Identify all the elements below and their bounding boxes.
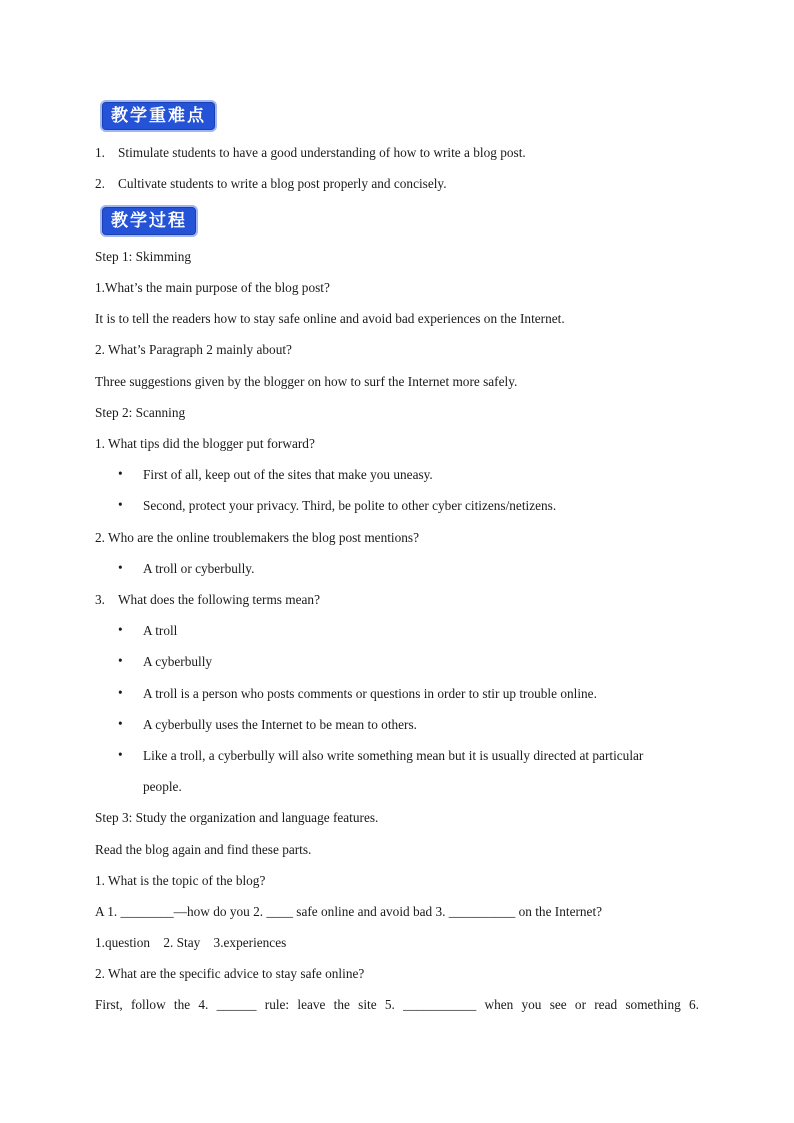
tip-item: First of all, keep out of the sites that make you uneasy. <box>143 467 433 482</box>
list-text: What does the following terms mean? <box>118 592 320 607</box>
section-badge-teaching-process: 教学过程 <box>100 205 198 237</box>
term-item: Like a troll, a cyberbully will also write something mean but it is usually directed at particular <box>143 748 644 763</box>
instruction-text: Read the blog again and find these parts. <box>95 842 312 857</box>
objective-item-1 <box>95 144 526 162</box>
step-2-heading: Step 2: Scanning <box>95 405 186 420</box>
bullet-icon: • <box>118 716 123 731</box>
list-number: 1. <box>95 145 105 160</box>
list-number: 2. <box>95 176 105 191</box>
term-item: A cyberbully uses the Internet to be mean to others. <box>143 717 417 732</box>
answer-purpose: It is to tell the readers how to stay safe online and avoid bad experiences on the Internet. <box>95 311 565 326</box>
fill-in-blank-advice: First, follow the 4. ______ rule: leave the site 5. ___________ when you see or read something 6. <box>95 997 699 1012</box>
list-number: 3. <box>95 592 105 607</box>
bullet-icon: • <box>118 497 123 512</box>
bullet-icon: • <box>118 560 123 575</box>
question-purpose: 1.What’s the main purpose of the blog post? <box>95 280 330 295</box>
question-paragraph-2: 2. What’s Paragraph 2 mainly about? <box>95 342 292 357</box>
term-item: A troll <box>143 623 178 638</box>
troublemaker-item: A troll or cyberbully. <box>143 561 255 576</box>
list-text: Stimulate students to have a good understanding of how to write a blog post. <box>118 145 526 160</box>
objective-item-2 <box>95 175 447 193</box>
answer-key: 1.question 2. Stay 3.experiences <box>95 935 287 950</box>
answer-paragraph-2: Three suggestions given by the blogger on how to surf the Internet more safely. <box>95 374 518 389</box>
question-troublemakers: 2. Who are the online troublemakers the blog post mentions? <box>95 530 419 545</box>
bullet-icon: • <box>118 653 123 668</box>
term-item-continuation: people. <box>143 779 182 794</box>
term-item: A troll is a person who posts comments or questions in order to stir up trouble online. <box>143 686 597 701</box>
question-terms <box>95 591 320 609</box>
question-advice: 2. What are the specific advice to stay safe online? <box>95 966 365 981</box>
step-3-heading: Step 3: Study the organization and language features. <box>95 810 379 825</box>
list-text: Cultivate students to write a blog post properly and concisely. <box>118 176 447 191</box>
bullet-icon: • <box>118 747 123 762</box>
bullet-icon: • <box>118 622 123 637</box>
step-1-heading: Step 1: Skimming <box>95 249 192 264</box>
tip-item: Second, protect your privacy. Third, be polite to other cyber citizens/netizens. <box>143 498 557 513</box>
fill-in-blank-topic: A 1. ________—how do you 2. ____ safe online and avoid bad 3. __________ on the Internet? <box>95 904 603 919</box>
bullet-icon: • <box>118 466 123 481</box>
question-tips: 1. What tips did the blogger put forward? <box>95 436 315 451</box>
term-item: A cyberbully <box>143 654 213 669</box>
section-badge-key-points: 教学重难点 <box>100 100 217 132</box>
bullet-icon: • <box>118 685 123 700</box>
question-topic: 1. What is the topic of the blog? <box>95 873 266 888</box>
